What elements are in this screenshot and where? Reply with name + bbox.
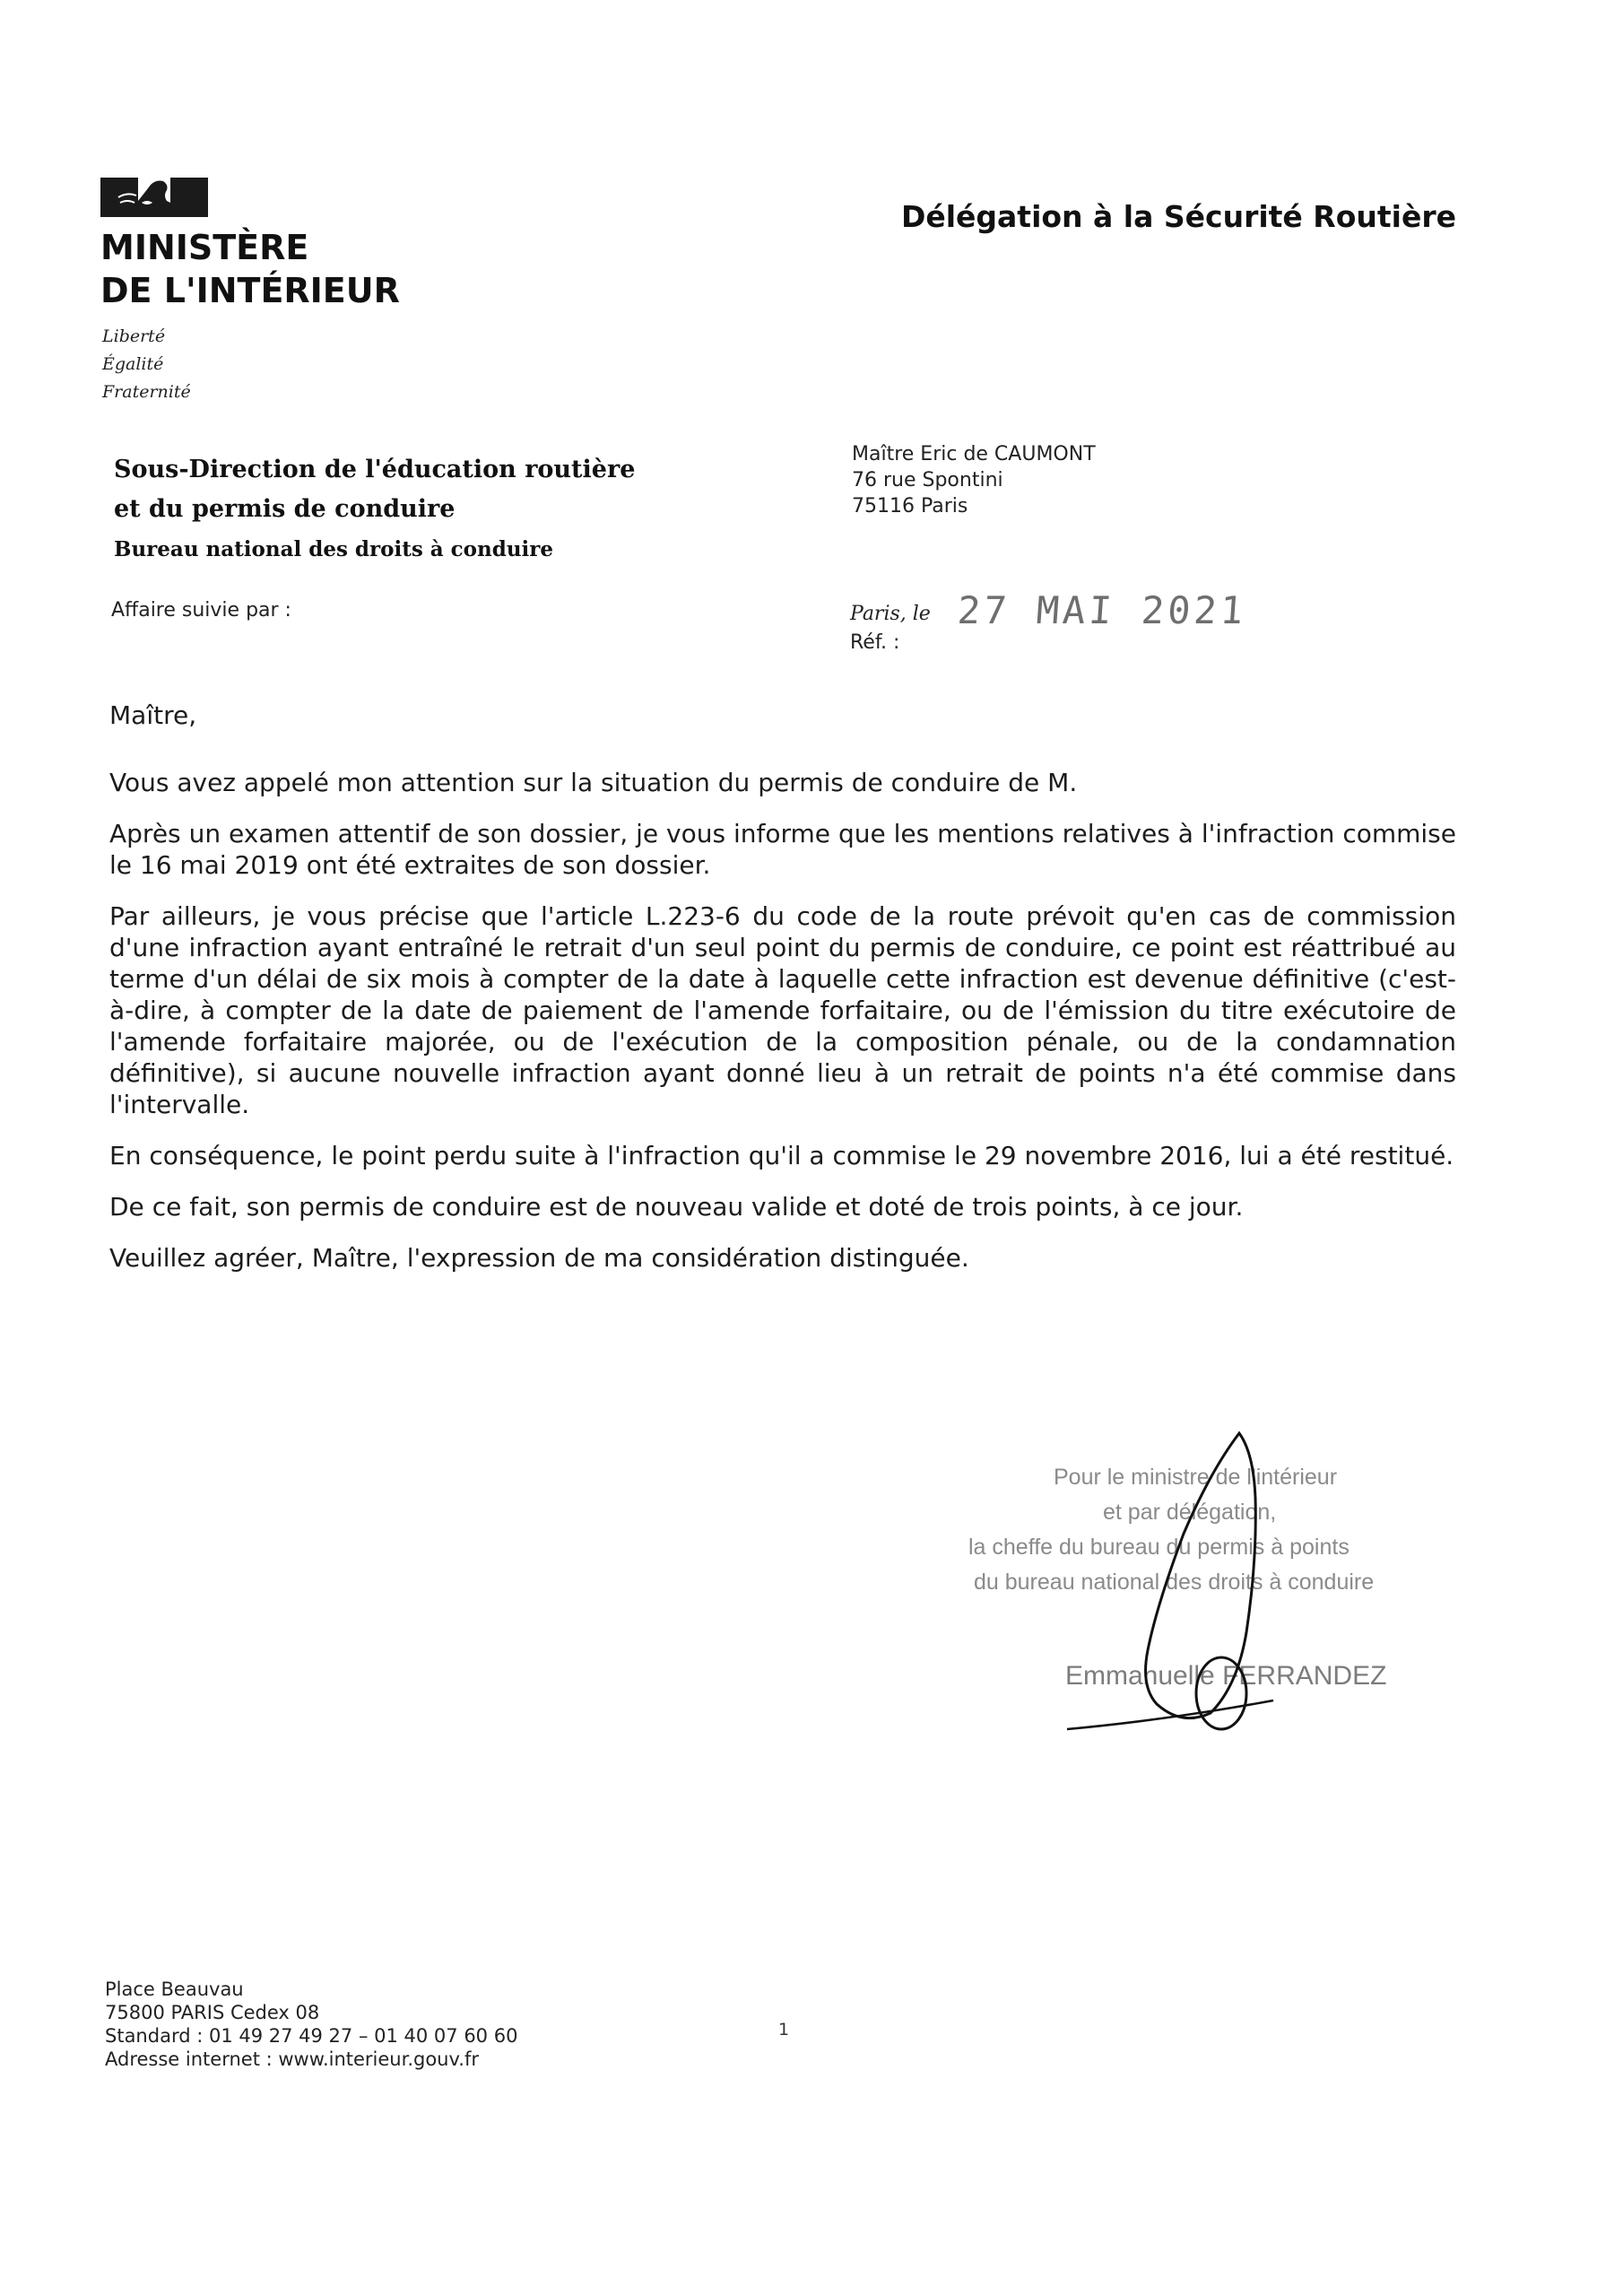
recipient-city: 75116 Paris [852,495,968,517]
reference-label: Réf. : [850,631,900,654]
motto-fraternite: Fraternité [102,382,191,402]
ministry-line-2: DE L'INTÉRIEUR [100,271,400,310]
recipient-street: 76 rue Spontini [852,469,1003,491]
letter-greeting: Maître, [109,700,197,730]
motto-egalite: Égalité [102,354,164,374]
delegation-title: Délégation à la Sécurité Routière [900,199,1456,234]
date-stamp: 27 MAI 2021 [956,588,1248,632]
handwritten-signature [1031,1417,1354,1761]
footer-line-1: Place Beauvau [105,1979,244,2000]
affaire-suivie-label: Affaire suivie par : [111,599,291,622]
footer-line-4: Adresse internet : www.interieur.gouv.fr [105,2048,479,2070]
letter-paragraph: Vous avez appelé mon attention sur la situation du permis de conduire de M. [109,768,1078,797]
bureau-name: Bureau national des droits à conduire [114,537,554,561]
ministry-line-1: MINISTÈRE [100,228,309,267]
footer-address [105,1978,517,2071]
letter-paragraph: Par ailleurs, je vous précise que l'article L.223-6 du code de la route prévoit qu'en cas de commission d'une infraction ayant entraîné le retrait d'un seul point du permis de conduire, ce point est réattribué au terme d'un délai de six mois à compter de la date à laquelle cette infraction est devenue définitive (c'est-à-dire, à compter de la date de paiement de l'amende forfaitaire, ou de l'émission du titre exécutoire de l'amende forfaitaire majorée, ou de l'exécution de la composition pénale, ou de la condamnation définitive), si aucune nouvelle infraction ayant donné lieu à un retrait de points n'a été commise dans l'intervalle. [109,901,1456,1119]
signatory-name: Emmanuelle FERRANDEZ [1065,1661,1387,1691]
recipient-address [852,441,1096,519]
motto-liberte: Liberté [102,326,166,346]
marianne-logo [100,176,208,221]
subdir-line-1: Sous-Direction de l'éducation routière [114,456,636,483]
letter-body [109,700,1456,1293]
sender-department [114,450,635,567]
letter-paragraph: En conséquence, le point perdu suite à l'infraction qu'il a commise le 29 novembre 2016, lui a été restitué. [109,1141,1454,1170]
footer-line-3: Standard : 01 49 27 49 27 – 01 40 07 60 60 [105,2025,518,2047]
footer-line-2: 75800 PARIS Cedex 08 [105,2002,320,2023]
stamp-line-2: et par délégation, [1103,1500,1277,1525]
stamp-line-4: du bureau national des droits à conduire [974,1570,1375,1595]
stamp-line-1: Pour le ministre de l'intérieur [1054,1465,1338,1490]
letter-paragraph: De ce fait, son permis de conduire est de nouveau valide et doté de trois points, à ce jour. [109,1192,1244,1222]
ministry-name [100,226,400,312]
letter-paragraph: Après un examen attentif de son dossier, je vous informe que les mentions relatives à l'infraction commise le 16 mai 2019 ont été extraites de son dossier. [109,819,1456,880]
letter-paragraph: Veuillez agréer, Maître, l'expression de ma considération distinguée. [109,1243,969,1273]
recipient-name: Maître Eric de CAUMONT [852,443,1096,465]
subdir-line-2: et du permis de conduire [114,495,456,523]
republic-motto [102,323,191,406]
stamp-line-3: la cheffe du bureau du permis à points [968,1535,1350,1560]
date-label: Paris, le [850,603,931,625]
page-number: 1 [778,2020,790,2039]
